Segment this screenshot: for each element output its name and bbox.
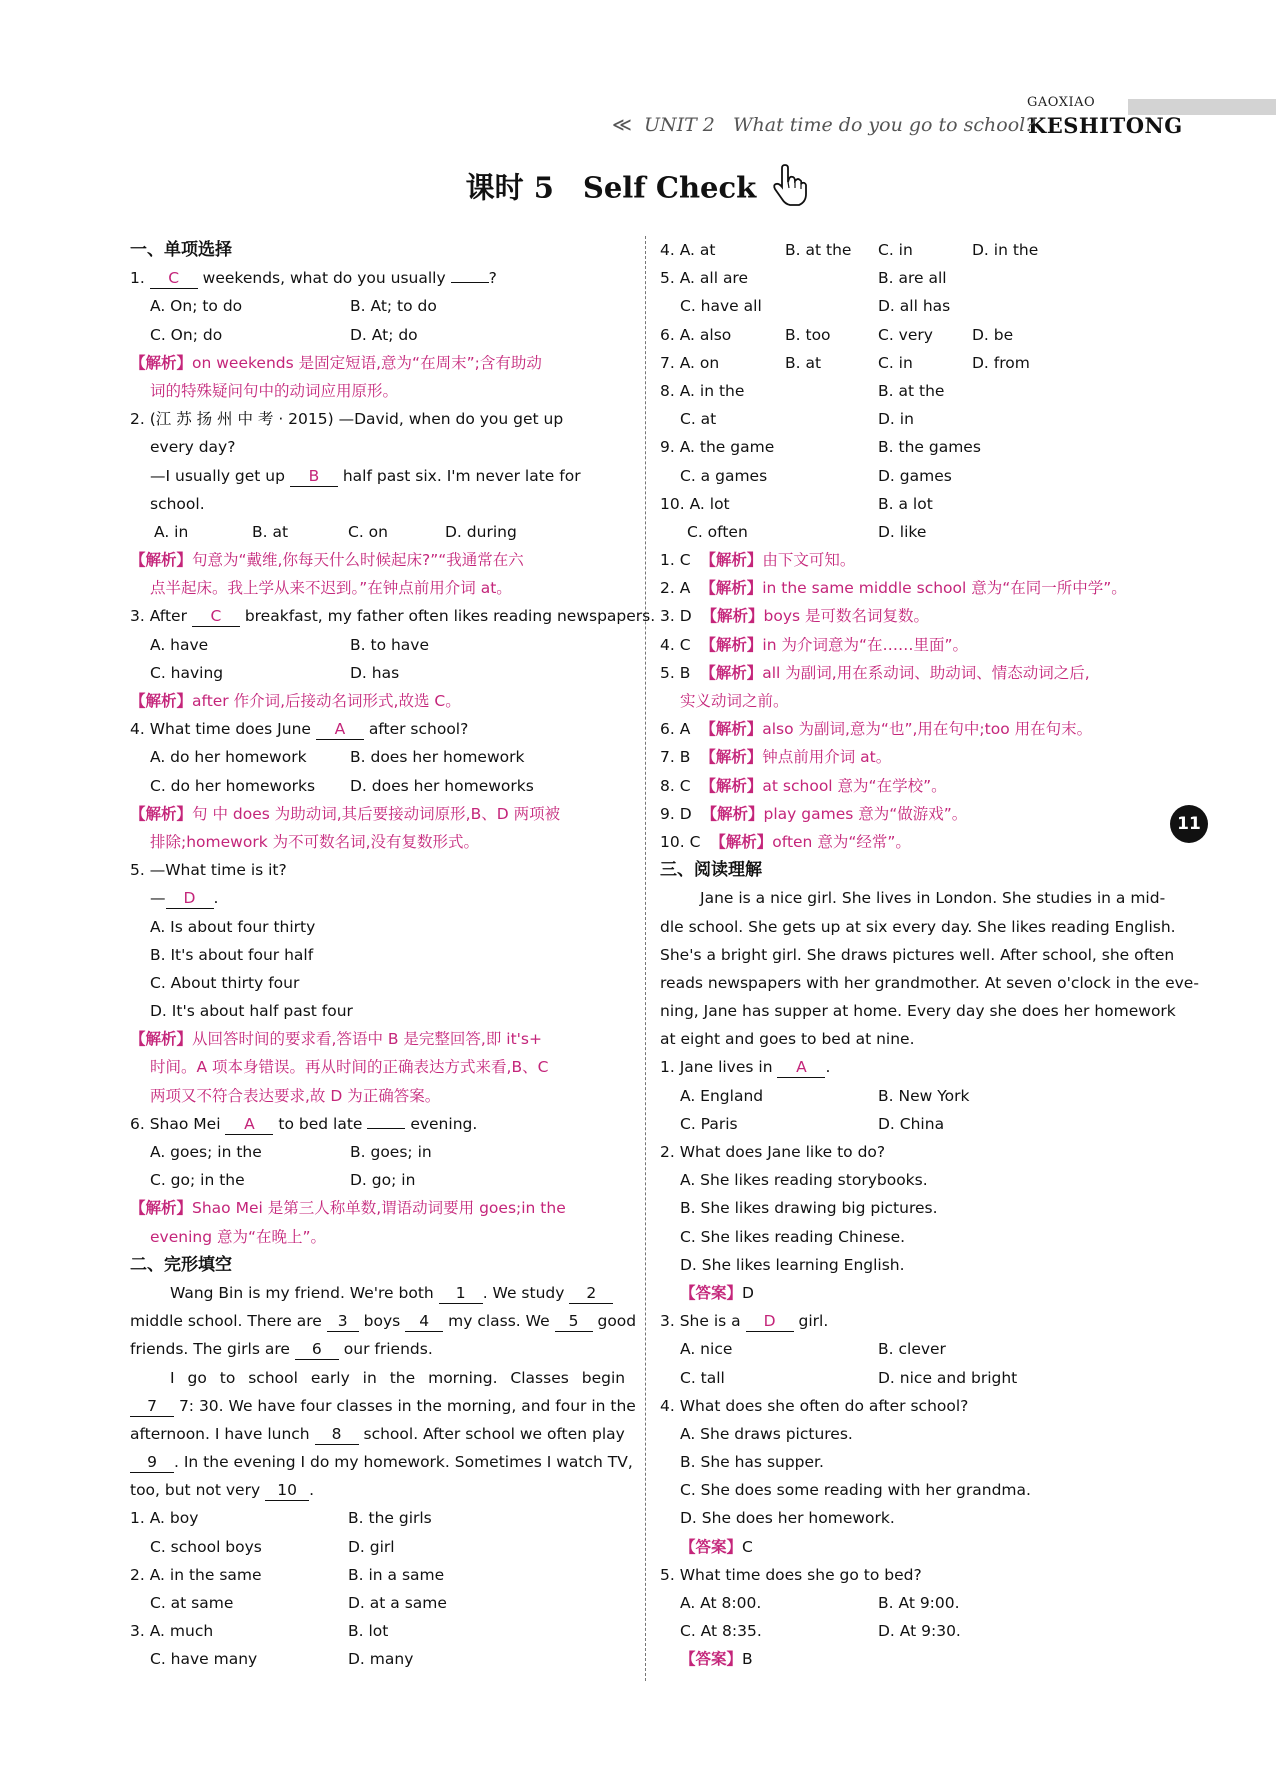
option: B. a lot [878, 494, 933, 513]
question-5: 5. —What time is it? [130, 861, 287, 880]
reading-question-4: 4. What does she often do after school? [660, 1396, 969, 1415]
explanation-text: 句意为“戴维,你每天什么时候起床?”“我通常在六 [192, 551, 524, 570]
question-text: half past six. I'm never late for [342, 466, 581, 485]
option: 3. A. much [130, 1622, 214, 1641]
option: A. She likes reading storybooks. [680, 1171, 928, 1190]
option: C. having [150, 663, 224, 682]
answer-key: 9. D [660, 804, 692, 823]
option: 1. A. boy [130, 1509, 199, 1528]
option: D. like [878, 522, 927, 541]
option: B. the games [878, 438, 981, 457]
answer-key: 8. C [660, 776, 691, 795]
option: B. to have [350, 635, 430, 654]
option: B. She likes drawing big pictures. [680, 1199, 938, 1218]
option: B. at the [785, 241, 852, 259]
answer-row [660, 659, 1160, 687]
cloze-blank: 7 [130, 1396, 174, 1417]
option: C. school boys [150, 1537, 262, 1556]
question-text: every day? [150, 438, 236, 457]
option: C. go; in the [150, 1171, 245, 1190]
blank [451, 282, 489, 283]
answer-key: 6. A [660, 720, 691, 739]
option: B. clever [878, 1340, 946, 1359]
explanation-tag: 【解析】 [130, 1199, 193, 1218]
explanation: 时间。A 项本身错误。再从时间的正确表达方式来看,B、C [150, 1058, 549, 1077]
option: D. does her homeworks [350, 776, 534, 795]
option: C. in [878, 241, 913, 259]
option: A. in [154, 522, 189, 541]
explanation-tag: 【解析】 [700, 720, 763, 739]
passage-line: reads newspapers with her grandmother. At seven o'clock in the eve- [660, 973, 1199, 992]
question-1: 1. C weekends, what do you usually ? [130, 269, 497, 288]
answer-row [660, 1279, 1160, 1307]
options-row [130, 743, 630, 771]
section-heading: 三、阅读理解 [660, 860, 762, 881]
cloze-text: good [597, 1312, 637, 1331]
options-row [130, 1138, 630, 1166]
brand-gaoxiao: GAOXIAO [1027, 95, 1096, 110]
answer-line: — D . [150, 889, 219, 908]
cloze-text: . [309, 1481, 315, 1500]
cloze-line [130, 1307, 637, 1335]
answer-row [660, 574, 1160, 602]
options-row [660, 1110, 1160, 1138]
page-header [0, 0, 1276, 150]
option: B. in a same [348, 1565, 445, 1584]
answer-row [660, 715, 1160, 743]
answer-row [660, 800, 1160, 828]
unit-heading [612, 114, 1035, 136]
page-title [0, 164, 1276, 215]
cloze-text: friends. The girls are [130, 1340, 290, 1359]
option: A. Is about four thirty [150, 917, 316, 936]
explanation-tag: 【解析】 [130, 353, 193, 372]
option: C. often [687, 522, 748, 541]
option: A. England [680, 1086, 764, 1105]
answer-row [660, 772, 1160, 800]
option: 10. A. lot [660, 494, 730, 513]
pointing-hand-icon [772, 164, 810, 215]
question-text [130, 462, 630, 490]
option: C. She does some reading with her grandma. [680, 1481, 1031, 1500]
option: B. are all [878, 269, 947, 288]
cloze-line [130, 1279, 630, 1307]
section-heading: 一、单项选择 [130, 240, 232, 260]
question-text: 1. Jane lives in [660, 1058, 773, 1077]
explanation-tag: 【解析】 [701, 607, 764, 626]
cloze-line: I go to school early in the morning. Classes begin [170, 1368, 626, 1387]
options-row [660, 236, 1160, 264]
explanation: 词的特殊疑问句中的动词应用原形。 [150, 381, 399, 400]
option: B. at the [878, 381, 945, 400]
title-text: 课时 5 Self Check [465, 170, 757, 205]
options-row [660, 292, 1160, 320]
option: C. in [878, 353, 913, 372]
options-row [660, 1082, 1160, 1110]
option: D. At; do [350, 325, 418, 344]
cloze-text: school. After school we often play [363, 1424, 625, 1443]
passage-line: dle school. She gets up at six every day. She likes reading English. [660, 917, 1176, 936]
explanation: evening 意为“在晚上”。 [150, 1227, 327, 1246]
option: D. from [972, 353, 1030, 372]
cloze-line [130, 1448, 633, 1476]
options-row [660, 1617, 1160, 1645]
passage-line: She's a bright girl. She draws pictures well. After school, she often [660, 945, 1175, 964]
answer-row [660, 631, 1160, 659]
option: A. nice [680, 1340, 733, 1359]
option: C. have many [150, 1650, 258, 1669]
explanation: 点半起床。我上学从来不迟到。”在钟点前用介词 at。 [150, 579, 512, 598]
option: D. At 9:30. [878, 1622, 961, 1641]
explanation-tag: 【解析】 [130, 551, 193, 570]
cloze-blank: 3 [327, 1311, 359, 1332]
explanation-text: 句 中 does 为助动词,其后要接动词原形,B、D 两项被 [192, 804, 561, 823]
cloze-blank: 2 [569, 1283, 613, 1304]
option: B. It's about four half [150, 945, 314, 964]
option: D. many [348, 1650, 414, 1669]
explanation-tag: 【解析】 [700, 635, 763, 654]
question-text: breakfast, my father often likes reading newspapers. [244, 607, 656, 626]
option: D. at a same [348, 1594, 447, 1612]
answer-row [660, 546, 1160, 574]
explanation-text: 由下文可知。 [762, 551, 856, 570]
explanation-text: 钟点前用介词 at。 [762, 748, 892, 767]
question-text: ? [488, 269, 497, 288]
options-row [660, 1335, 1160, 1363]
explanation-text: 从回答时间的要求看,答语中 B 是完整回答,即 it's+ [192, 1030, 542, 1049]
explanation-tag: 【解析】 [701, 804, 764, 823]
option: D. girl [348, 1537, 395, 1556]
options-row [660, 490, 1160, 518]
options-row [130, 772, 630, 800]
options-row [660, 405, 1160, 433]
option: 4. A. at [660, 241, 716, 259]
explanation-tag: 【解析】 [700, 776, 763, 795]
explanation: 排除;homework 为不可数名词,没有复数形式。 [150, 832, 480, 851]
option: C. at same [150, 1594, 234, 1612]
options-row [660, 462, 1160, 490]
option: C. tall [680, 1368, 725, 1387]
answer-blank: D [166, 888, 214, 909]
option: B. New York [878, 1086, 970, 1105]
options-row [130, 1561, 630, 1589]
explanation-tag: 【解析】 [700, 748, 763, 767]
explanation [130, 800, 630, 828]
question-text: 4. What time does June [130, 720, 311, 739]
explanation-text: on weekends 是固定短语,意为“在周末”;含有助动 [192, 353, 542, 372]
options-row [660, 1589, 1160, 1617]
reading-question-2: 2. What does Jane like to do? [660, 1143, 886, 1161]
reading-question-3 [660, 1307, 1160, 1335]
double-chevron-icon: ≪ [612, 114, 632, 136]
explanation-tag: 【解析】 [130, 1030, 193, 1049]
answer-blank: D [746, 1311, 794, 1332]
explanation-text: often 意为“经常”。 [772, 832, 911, 851]
cloze-text: . We study [482, 1283, 565, 1302]
answer-key: 7. B [660, 748, 691, 767]
options-row [660, 1364, 1160, 1392]
cloze-blank: 5 [555, 1311, 593, 1332]
cloze-text: my class. We [448, 1312, 550, 1331]
answer-blank: C [150, 268, 198, 289]
option: B. too [785, 325, 831, 344]
cloze-blank: 10 [265, 1480, 309, 1501]
dash: — [150, 889, 166, 908]
option: 5. A. all are [660, 269, 749, 288]
question-text: evening. [410, 1114, 478, 1133]
option: B. goes; in [350, 1143, 432, 1161]
question-text: . [825, 1058, 831, 1077]
answer-row [660, 1645, 1160, 1673]
cloze-text: afternoon. I have lunch [130, 1424, 310, 1443]
option: A. She draws pictures. [680, 1424, 853, 1443]
option: C. a games [680, 466, 768, 485]
answer-row [660, 743, 1160, 771]
option: A. On; to do [150, 297, 243, 316]
answer-blank: A [225, 1114, 273, 1135]
column-divider [645, 236, 646, 1681]
left-column [130, 236, 656, 1674]
answer-key: D [742, 1283, 754, 1302]
cloze-text: middle school. There are [130, 1312, 322, 1331]
options-row [130, 518, 630, 546]
options-row [130, 1504, 630, 1532]
answer-key: 10. C [660, 832, 701, 851]
answer-key: B [742, 1650, 753, 1669]
options-row [130, 1166, 630, 1194]
explanation-tag: 【解析】 [130, 804, 193, 823]
question-text: school. [150, 494, 205, 513]
explanation [130, 1025, 630, 1053]
passage-line: Jane is a nice girl. She lives in London. She studies in a mid- [700, 889, 1166, 908]
explanation [130, 687, 630, 715]
question-text: weekends, what do you usually [202, 269, 446, 288]
explanation [130, 1194, 630, 1222]
option: 8. A. in the [660, 381, 745, 400]
options-row [660, 349, 1160, 377]
option: C. have all [680, 297, 762, 316]
option: C. At 8:35. [680, 1622, 762, 1641]
option: 7. A. on [660, 353, 720, 372]
option: C. On; do [150, 325, 223, 344]
option: B. She has supper. [680, 1453, 824, 1472]
option: B. lot [348, 1622, 389, 1641]
answer-row [660, 828, 1160, 856]
option: B. At 9:00. [878, 1594, 960, 1612]
option: B. At; to do [350, 297, 437, 316]
option: A. do her homework [150, 748, 307, 767]
option: B. at [252, 522, 289, 541]
answer-tag: 【答案】 [680, 1537, 743, 1556]
option: D. during [445, 522, 517, 541]
explanation-text: boys 是可数名词复数。 [763, 607, 930, 626]
options-row [660, 433, 1160, 461]
cloze-text: Wang Bin is my friend. We're both [170, 1283, 434, 1302]
option: D. in the [972, 241, 1039, 259]
option: D. games [878, 466, 952, 485]
cloze-blank: 4 [405, 1311, 443, 1332]
question-4 [130, 715, 630, 743]
option: A. goes; in the [150, 1143, 262, 1161]
answer-blank: A [777, 1057, 825, 1078]
question-text: after school? [368, 720, 469, 739]
question-text: —I usually get up [150, 466, 285, 485]
option: C. on [348, 522, 388, 541]
explanation-text: all 为副词,用在系动词、助动词、情态动词之后, [762, 663, 1090, 682]
option: 9. A. the game [660, 438, 775, 457]
unit-title: What time do you go to school? [733, 114, 1036, 136]
option: D. has [350, 663, 400, 682]
option: D. She does her homework. [680, 1509, 895, 1528]
explanation-text: in 为介词意为“在……里面”。 [762, 635, 969, 654]
options-row [130, 321, 630, 349]
explanation-text: in the same middle school 意为“在同一所中学”。 [762, 579, 1127, 598]
page-number: 11 [1170, 805, 1208, 843]
answer-tag: 【答案】 [680, 1283, 743, 1302]
cloze-text: our friends. [343, 1340, 433, 1359]
question-2: 2. (江 苏 扬 州 中 考 · 2015) —David, when do you get up [130, 410, 564, 429]
explanation-text: play games 意为“做游戏”。 [763, 804, 968, 823]
options-row [130, 1533, 630, 1561]
option: C. very [878, 325, 933, 344]
options-row [660, 321, 1160, 349]
cloze-line [130, 1335, 630, 1363]
passage-line: at eight and goes to bed at nine. [660, 1030, 915, 1049]
options-row [130, 1645, 630, 1673]
option: D. be [972, 325, 1014, 344]
blank [367, 1128, 405, 1129]
explanation-tag: 【解析】 [700, 551, 763, 570]
options-row [660, 377, 1160, 405]
explanation-tag: 【解析】 [130, 692, 193, 710]
cloze-text: . In the evening I do my homework. Sometimes I watch TV, [174, 1453, 633, 1472]
passage-line: ning, Jane has supper at home. Every day she does her homework [660, 1002, 1176, 1021]
explanation-tag: 【解析】 [700, 579, 763, 598]
options-row [660, 518, 1160, 546]
options-row [130, 292, 630, 320]
options-row [130, 1589, 630, 1617]
explanation-text: also 为副词,意为“也”,用在句中;too 用在句末。 [762, 720, 1093, 739]
cloze-blank: 8 [315, 1424, 359, 1445]
question-6 [130, 1110, 630, 1138]
option: D. It's about half past four [150, 1002, 353, 1021]
explanation [130, 349, 630, 377]
option: D. China [878, 1114, 945, 1133]
cloze-text: too, but not very [130, 1481, 261, 1500]
answer-key: 3. D [660, 607, 692, 626]
question-text: 6. Shao Mei [130, 1114, 221, 1133]
unit-label: UNIT 2 [643, 114, 715, 136]
option: A. have [150, 635, 209, 654]
question-3 [130, 602, 656, 630]
cloze-blank: 6 [295, 1339, 339, 1360]
question-text: 3. After [130, 607, 187, 626]
cloze-line [130, 1420, 630, 1448]
option: C. Paris [680, 1114, 738, 1133]
option: C. at [680, 410, 717, 429]
answer-blank: A [316, 719, 364, 740]
brand-keshitong: KESHITONG [1028, 113, 1183, 138]
cloze-line [130, 1476, 630, 1504]
answer-row [660, 1533, 1160, 1561]
explanation-text: at school 意为“在学校”。 [762, 776, 947, 795]
option: A. At 8:00. [680, 1594, 762, 1612]
answer-row [660, 602, 1160, 630]
option: B. the girls [348, 1509, 432, 1528]
option: 2. A. in the same [130, 1565, 262, 1584]
answer-blank: B [290, 466, 338, 487]
answer-key: 2. A [660, 579, 691, 598]
section-heading: 二、完形填空 [130, 1254, 232, 1275]
question-text: to bed late [278, 1114, 363, 1133]
cloze-blank: 1 [439, 1283, 483, 1304]
option: C. She likes reading Chinese. [680, 1227, 906, 1246]
explanation: 两项又不符合表达要求,故 D 为正确答案。 [150, 1086, 441, 1105]
explanation-text: Shao Mei 是第三人称单数,谓语动词要用 goes;in the [192, 1199, 566, 1218]
cloze-line [130, 1392, 636, 1420]
options-row [660, 264, 1160, 292]
question-text: girl. [798, 1312, 829, 1331]
option: C. About thirty four [150, 973, 300, 992]
option: D. She likes learning English. [680, 1255, 905, 1274]
answer-blank: C [192, 606, 240, 627]
answer-tag: 【答案】 [680, 1650, 743, 1669]
reading-question-1 [660, 1053, 1160, 1081]
options-row [130, 659, 630, 687]
option: D. nice and bright [878, 1368, 1018, 1387]
explanation-text: 实义动词之前。 [680, 692, 789, 710]
explanation-tag: 【解析】 [710, 832, 773, 851]
reading-question-5: 5. What time does she go to bed? [660, 1565, 922, 1584]
cloze-text: boys [363, 1312, 401, 1331]
option: D. in [878, 410, 914, 429]
answer-key: 5. B [660, 663, 691, 682]
option: 6. A. also [660, 325, 732, 344]
option: B. does her homework [350, 748, 525, 767]
options-row [130, 631, 630, 659]
explanation-text: after 作介词,后接动名词形式,故选 C。 [192, 692, 461, 710]
option: B. at [785, 353, 822, 372]
explanation-tag: 【解析】 [700, 663, 763, 682]
option: D. go; in [350, 1171, 416, 1190]
answer-key: 1. C [660, 551, 691, 570]
answer-key: C [742, 1537, 753, 1556]
options-row [130, 1617, 630, 1645]
question-text: 3. She is a [660, 1312, 741, 1331]
option: D. all has [878, 297, 951, 316]
cloze-text: 7: 30. We have four classes in the morning, and four in the [178, 1396, 636, 1415]
cloze-blank: 9 [130, 1452, 174, 1473]
explanation [130, 546, 630, 574]
answer-key: 4. C [660, 635, 691, 654]
option: C. do her homeworks [150, 776, 316, 795]
